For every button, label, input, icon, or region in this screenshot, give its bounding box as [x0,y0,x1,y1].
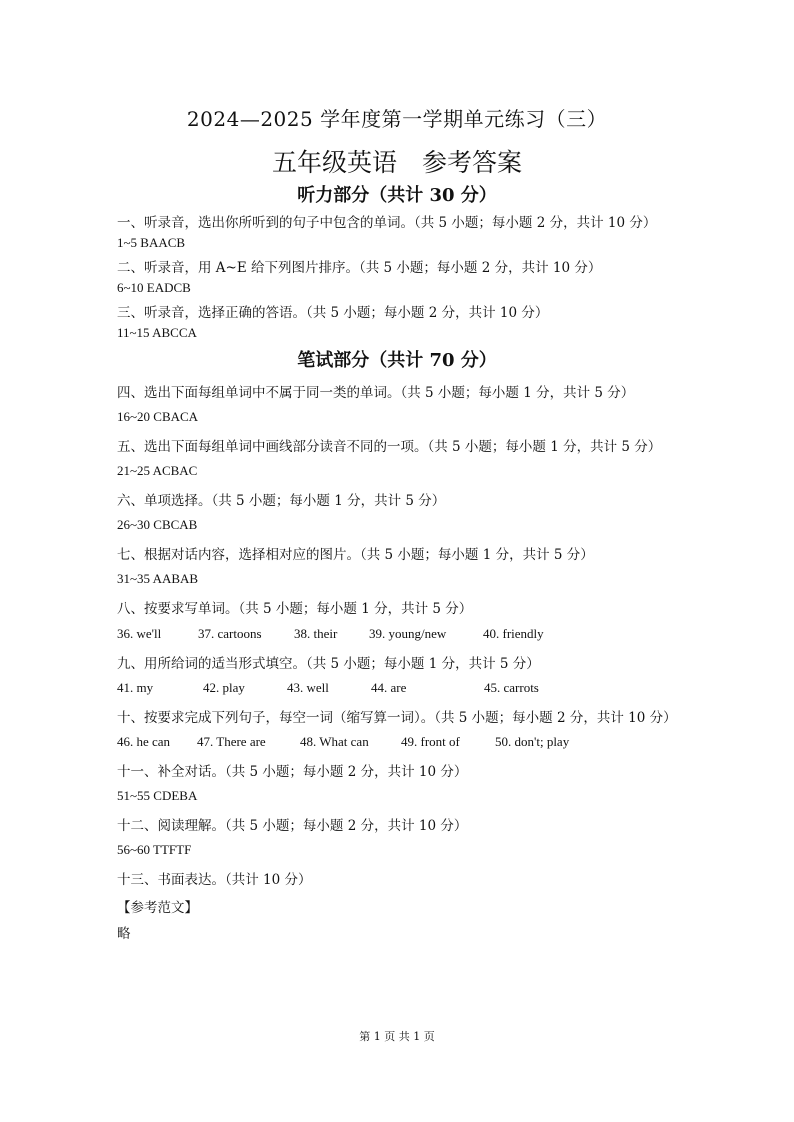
answer-item: 50. don't; play [495,734,570,749]
answer-item: 41. my [117,680,154,695]
sample-essay-label: 【参考范文】 [117,900,198,916]
answer-item: 36. we'll [117,626,162,641]
question-13-prompt: 十三、书面表达。（共计 10 分） [117,872,312,888]
question-12-prompt: 十二、阅读理解。（共 5 小题；每小题 2 分，共计 10 分） [117,818,468,834]
answer-item: 48. What can [300,734,369,749]
section-heading-writing: 笔试部分（共计 70 分） [297,350,497,371]
question-2-answer: 6~10 EADCB [117,280,191,295]
sample-essay-text: 略 [117,926,131,942]
answer-item: 40. friendly [483,626,544,641]
answer-item: 47. There are [197,734,266,749]
page-number: 第 1 页 共 1 页 [359,1030,435,1043]
answer-item: 44. are [371,680,407,695]
section-heading-listening: 听力部分（共计 30 分） [297,185,497,206]
answer-item: 42. play [203,680,245,695]
question-11-prompt: 十一、补全对话。（共 5 小题；每小题 2 分，共计 10 分） [117,764,468,780]
answer-item: 37. cartoons [198,626,262,641]
question-12-answer: 56~60 TTFTF [117,842,192,857]
question-7-answer: 31~35 AABAB [117,571,199,586]
answer-item: 46. he can [117,734,171,749]
answer-item: 43. well [287,680,329,695]
question-3-answer: 11~15 ABCCA [117,325,197,340]
question-1-answer: 1~5 BAACB [117,235,186,250]
document-subtitle: 五年级英语 参考答案 [271,148,522,177]
question-2-prompt: 二、听录音，用 A~E 给下列图片排序。（共 5 小题；每小题 2 分，共计 10 分） [117,260,602,276]
question-4-prompt: 四、选出下面每组单词中不属于同一类的单词。（共 5 小题；每小题 1 分，共计 5 分） [117,385,635,401]
question-1-prompt: 一、听录音，选出你所听到的句子中包含的单词。（共 5 小题；每小题 2 分，共计 10 分） [117,215,657,231]
answer-item: 38. their [294,626,338,641]
question-4-answer: 16~20 CBACA [117,409,199,424]
question-5-answer: 21~25 ACBAC [117,463,198,478]
question-9-prompt: 九、用所给词的适当形式填空。（共 5 小题；每小题 1 分，共计 5 分） [117,656,540,672]
question-8-prompt: 八、按要求写单词。（共 5 小题；每小题 1 分，共计 5 分） [117,601,473,617]
answer-item: 45. carrots [484,680,539,695]
question-6-prompt: 六、单项选择。（共 5 小题；每小题 1 分，共计 5 分） [117,493,446,509]
question-6-answer: 26~30 CBCAB [117,517,198,532]
answer-item: 49. front of [401,734,460,749]
answer-item: 39. young/new [369,626,447,641]
document-title: 2024—2025 学年度第一学期单元练习（三） [186,107,608,131]
question-5-prompt: 五、选出下面每组单词中画线部分读音不同的一项。（共 5 小题；每小题 1 分，共计 5 分） [117,439,662,455]
question-11-answer: 51~55 CDEBA [117,788,198,803]
question-7-prompt: 七、根据对话内容，选择相对应的图片。（共 5 小题；每小题 1 分，共计 5 分） [117,547,594,563]
question-3-prompt: 三、听录音，选择正确的答语。（共 5 小题；每小题 2 分，共计 10 分） [117,305,549,321]
question-10-prompt: 十、按要求完成下列句子，每空一词（缩写算一词）。（共 5 小题；每小题 2 分，共计 10 分） [117,710,677,726]
